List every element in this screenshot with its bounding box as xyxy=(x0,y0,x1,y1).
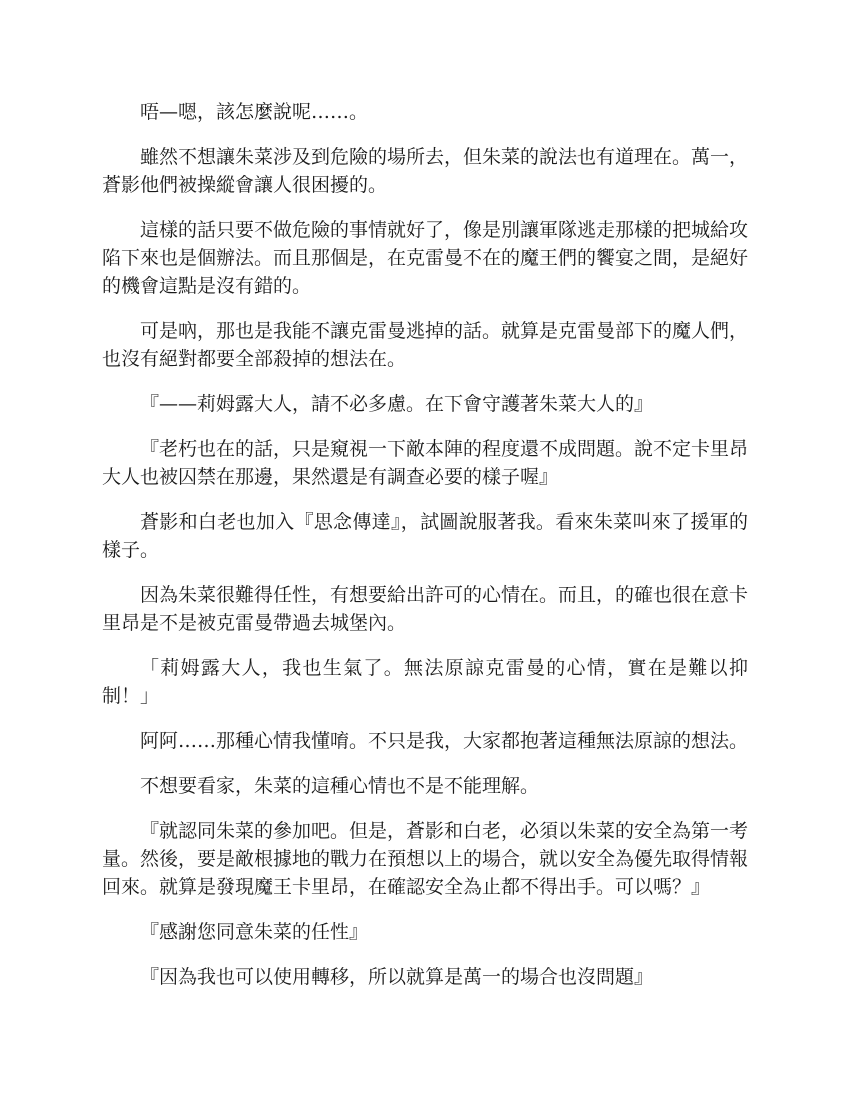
text-body xyxy=(102,98,748,991)
paragraph-5: 『——莉姆露大人，請不必多慮。在下會守護著朱菜大人的』 xyxy=(140,393,654,415)
paragraph-6: 『老朽也在的話，只是窺視一下敵本陣的程度還不成問題。說不定卡里昂大人也被囚禁在那邊，果然還是有調查必要的樣子喔』 xyxy=(102,438,749,488)
paragraph-14: 『因為我也可以使用轉移，所以就算是萬一的場合也沒問題』 xyxy=(140,966,654,988)
paragraph-12: 『就認同朱菜的參加吧。但是，蒼影和白老，必須以朱菜的安全為第一考量。然後，要是敵根據地的戰力在預想以上的場合，就以安全為優先取得情報回來。就算是發現魔王卡里昂，在確認安全為止都不得出手。可以嗎？』 xyxy=(102,820,749,898)
paragraph-3: 這樣的話只要不做危險的事情就好了，像是別讓軍隊逃走那樣的把城給攻陷下來也是個辦法。而且那個是，在克雷曼不在的魔王們的饗宴之間，是絕好的機會這點是沒有錯的。 xyxy=(102,219,749,297)
paragraph-8: 因為朱菜很難得任性，有想要給出許可的心情在。而且，的確也很在意卡里昂是不是被克雷曼帶過去城堡內。 xyxy=(102,584,749,634)
paragraph-2: 雖然不想讓朱菜涉及到危險的場所去，但朱菜的說法也有道理在。萬一，蒼影他們被操縱會讓人很困擾的。 xyxy=(102,146,749,196)
paragraph-1: 唔—嗯，該怎麼說呢……。 xyxy=(140,101,369,123)
paragraph-9: 「莉姆露大人，我也生氣了。無法原諒克雷曼的心情，實在是難以抑制！」 xyxy=(102,657,748,707)
paragraph-7: 蒼影和白老也加入『思念傳達』，試圖說服著我。看來朱菜叫來了援軍的樣子。 xyxy=(102,511,748,561)
paragraph-10: 阿阿……那種心情我懂唷。不只是我，大家都抱著這種無法原諒的想法。 xyxy=(140,730,749,752)
paragraph-13: 『感謝您同意朱菜的任性』 xyxy=(140,921,369,943)
paragraph-11: 不想要看家，朱菜的這種心情也不是不能理解。 xyxy=(140,775,540,797)
paragraph-4: 可是吶，那也是我能不讓克雷曼逃掉的話。就算是克雷曼部下的魔人們，也沒有絕對都要全部殺掉的想法在。 xyxy=(102,320,749,370)
